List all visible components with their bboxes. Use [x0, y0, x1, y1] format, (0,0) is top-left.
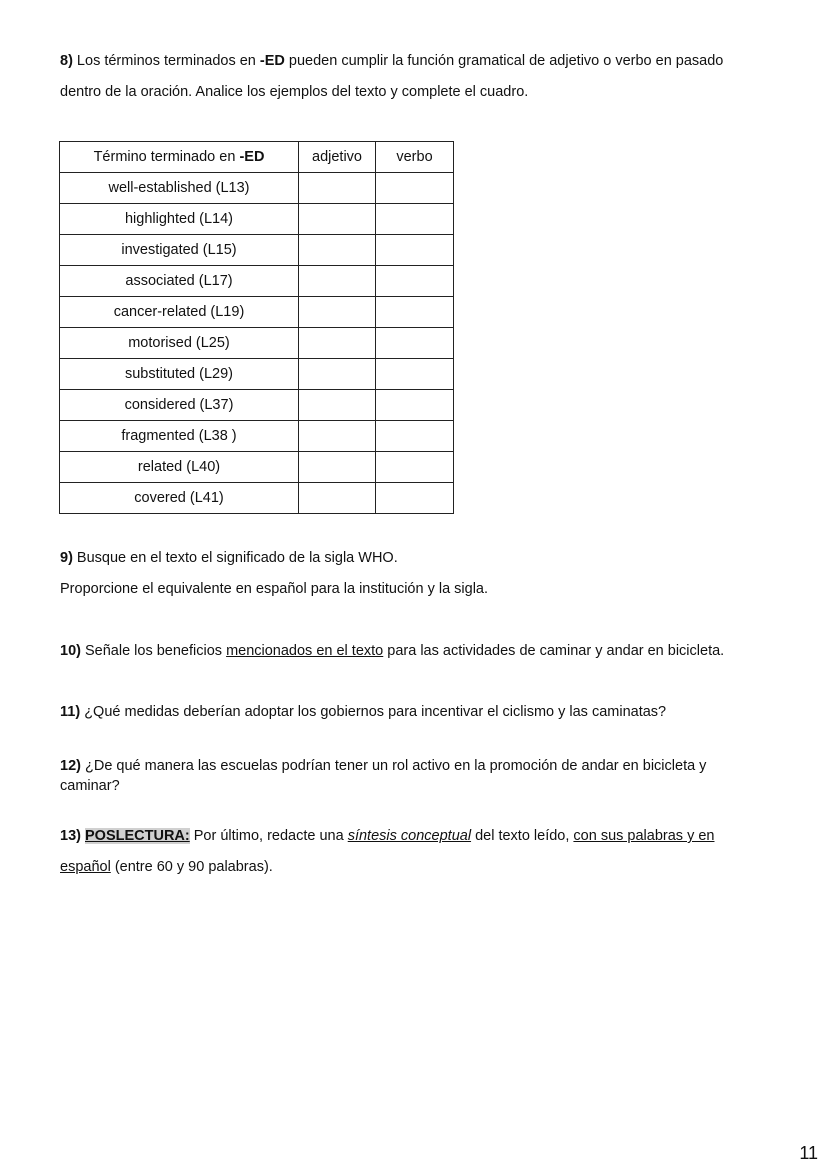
term-cell: considered (L37): [60, 390, 299, 421]
verbo-cell[interactable]: [376, 421, 454, 452]
verbo-cell[interactable]: [376, 266, 454, 297]
question-8-number: 8): [60, 53, 73, 69]
table-row: [60, 328, 454, 359]
term-cell: well-established (L13): [60, 173, 299, 204]
question-9-line-2: Proporcione el equivalente en español para la institución y la sigla.: [60, 581, 489, 598]
question-10-text-b: para las actividades de caminar y andar en bicicleta.: [383, 643, 725, 659]
term-cell: associated (L17): [60, 266, 299, 297]
ed-terms-table: [59, 141, 454, 514]
adjetivo-cell[interactable]: [299, 328, 376, 359]
question-9: [60, 549, 770, 598]
adjetivo-cell[interactable]: [299, 297, 376, 328]
verbo-cell[interactable]: [376, 235, 454, 266]
question-9-number: 9): [60, 550, 73, 566]
question-9-line-1: [60, 549, 770, 567]
question-11-number: 11): [60, 704, 81, 720]
table-row: [60, 483, 454, 514]
question-11-text: ¿Qué medidas deberían adoptar los gobiernos para incentivar el ciclismo y las caminatas?: [80, 704, 667, 720]
table-row: [60, 390, 454, 421]
table-row: [60, 359, 454, 390]
term-cell: fragmented (L38 ): [60, 421, 299, 452]
term-cell: related (L40): [60, 452, 299, 483]
question-13-line-2: [60, 858, 770, 876]
question-8-text-b: pueden cumplir la función gramatical de adjetivo o verbo en pasado: [284, 53, 724, 69]
verbo-cell[interactable]: [376, 359, 454, 390]
term-cell: covered (L41): [60, 483, 299, 514]
question-11-line: [60, 703, 770, 721]
verbo-cell[interactable]: [376, 390, 454, 421]
adjetivo-cell[interactable]: [299, 235, 376, 266]
question-13-underlined-2: español: [60, 859, 111, 876]
verbo-cell[interactable]: [376, 204, 454, 235]
header-term: [60, 142, 299, 173]
question-12-line-2: caminar?: [60, 778, 120, 795]
question-9-text: Busque en el texto el significado de la sigla WHO.: [72, 550, 398, 566]
term-cell: cancer-related (L19): [60, 297, 299, 328]
question-13-underlined-1: con sus palabras y en: [573, 828, 715, 844]
header-verbo: verbo: [376, 142, 454, 173]
header-adjetivo: adjetivo: [299, 142, 376, 173]
question-10-underlined: mencionados en el texto: [226, 643, 384, 659]
adjetivo-cell[interactable]: [299, 483, 376, 514]
question-13-italic: síntesis conceptual: [347, 828, 472, 844]
question-8-text-a: Los términos terminados en: [72, 53, 260, 69]
adjetivo-cell[interactable]: [299, 421, 376, 452]
question-11: [60, 703, 770, 721]
poslectura-label: POSLECTURA:: [85, 828, 190, 844]
question-13-text-b: del texto leído,: [471, 828, 574, 844]
verbo-cell[interactable]: [376, 328, 454, 359]
table-row: [60, 266, 454, 297]
question-13-text-c: (entre 60 y 90 palabras).: [110, 859, 273, 876]
question-13: [60, 827, 770, 876]
question-10-number: 10): [60, 643, 81, 659]
verbo-cell[interactable]: [376, 297, 454, 328]
header-term-text: Término terminado en: [93, 148, 240, 165]
table-header-row: [60, 142, 454, 173]
table-row: [60, 173, 454, 204]
table-row: [60, 297, 454, 328]
table-row: [60, 204, 454, 235]
header-term-ed: -ED: [239, 148, 265, 165]
table-row: [60, 235, 454, 266]
term-cell: investigated (L15): [60, 235, 299, 266]
page-number: 11: [799, 1143, 818, 1163]
adjetivo-cell[interactable]: [299, 204, 376, 235]
question-8: [60, 52, 770, 101]
verbo-cell[interactable]: [376, 173, 454, 204]
question-10-line: [60, 642, 770, 660]
question-12-text: ¿De qué manera las escuelas podrían tener un rol activo en la promoción de andar en bicicleta y: [80, 758, 707, 774]
term-cell: highlighted (L14): [60, 204, 299, 235]
term-cell: substituted (L29): [60, 359, 299, 390]
question-8-ed: -ED: [259, 53, 285, 69]
table-row: [60, 421, 454, 452]
question-12-number: 12): [60, 758, 81, 774]
question-10: [60, 642, 770, 660]
question-8-line-1: [60, 52, 770, 70]
verbo-cell[interactable]: [376, 483, 454, 514]
question-13-text-a: Por último, redacte una: [189, 828, 348, 844]
adjetivo-cell[interactable]: [299, 390, 376, 421]
adjetivo-cell[interactable]: [299, 359, 376, 390]
question-13-number: 13): [60, 828, 81, 844]
question-10-text-a: Señale los beneficios: [80, 643, 227, 659]
term-cell: motorised (L25): [60, 328, 299, 359]
question-13-line-1: [60, 827, 770, 845]
question-12-line-1: [60, 757, 770, 775]
adjetivo-cell[interactable]: [299, 452, 376, 483]
adjetivo-cell[interactable]: [299, 266, 376, 297]
question-8-line-2: dentro de la oración. Analice los ejemplos del texto y complete el cuadro.: [60, 84, 529, 101]
adjetivo-cell[interactable]: [299, 173, 376, 204]
table-row: [60, 452, 454, 483]
verbo-cell[interactable]: [376, 452, 454, 483]
question-12: [60, 757, 770, 795]
